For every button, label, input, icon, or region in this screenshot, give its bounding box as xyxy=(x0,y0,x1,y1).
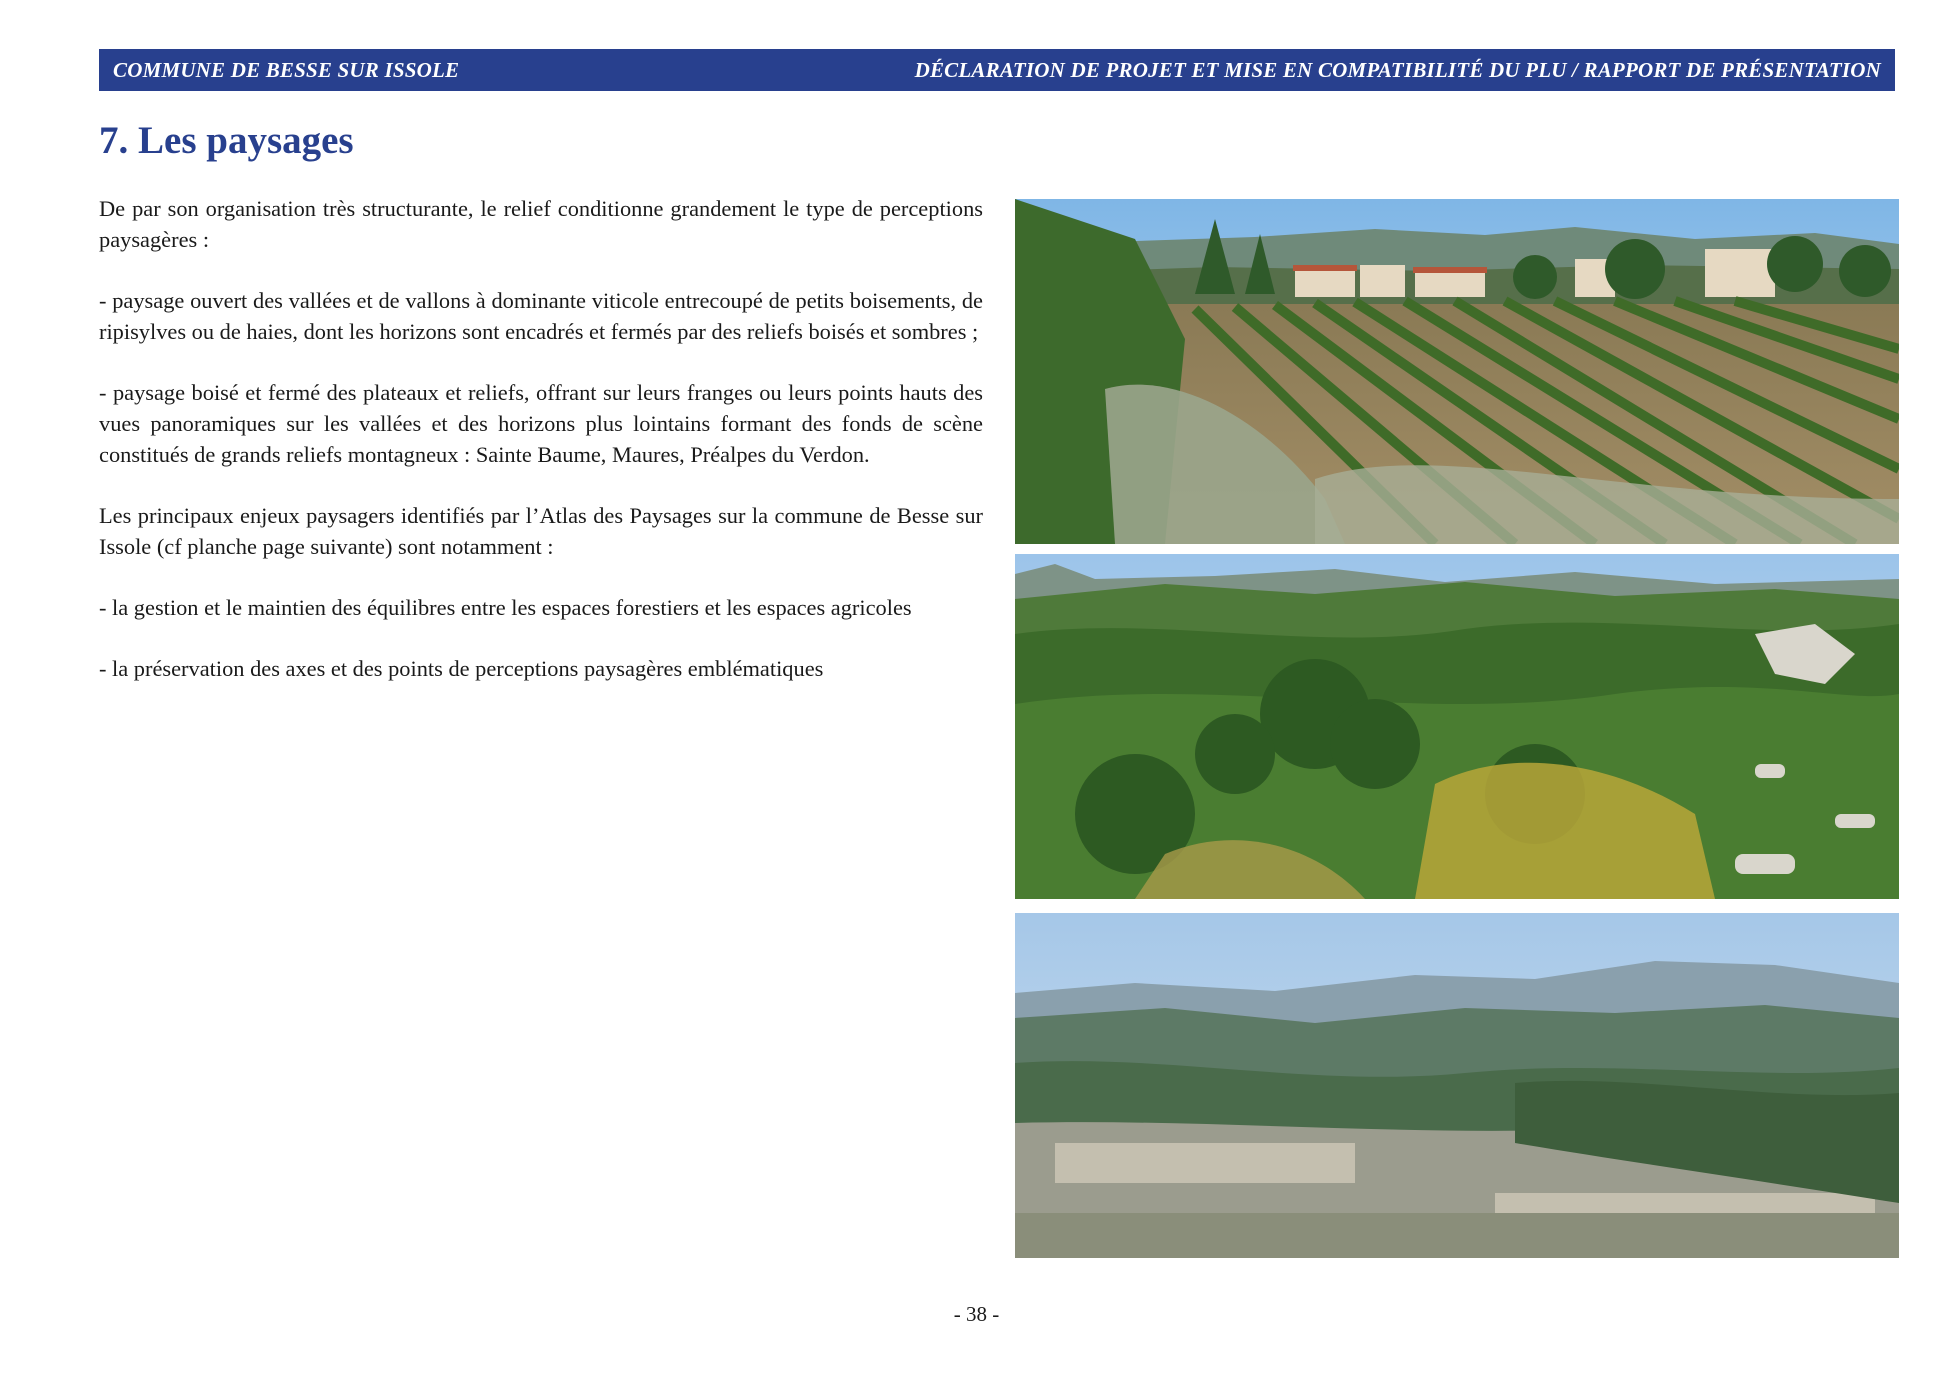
photo-vineyard-village xyxy=(1015,199,1899,544)
paragraph-open-landscape: - paysage ouvert des vallées et de vallons à dominante viticole entrecoupé de petits boisements, de ripisylves ou de haies, dont les horizons sont encadrés et fermés par des reliefs boisés et sombres ; xyxy=(99,288,983,344)
header-document-title: DÉCLARATION DE PROJET ET MISE EN COMPATIBILITÉ DU PLU / RAPPORT DE PRÉSENTATION xyxy=(914,57,1881,82)
paragraph-intro: De par son organisation très structurante, le relief conditionne grandement le type de perceptions paysagères : xyxy=(99,196,983,252)
header-commune: COMMUNE DE BESSE SUR ISSOLE xyxy=(113,57,460,82)
paragraph-wooded-landscape: - paysage boisé et fermé des plateaux et reliefs, offrant sur leurs franges ou leurs points hauts des vues panoramiques sur les vallées et des horizons plus lointains formant des fonds de scène constitués de grands reliefs montagneux : Sainte Baume, Maures, Préalpes du Verdon. xyxy=(99,380,983,467)
paragraph-issues: Les principaux enjeux paysagers identifiés par l’Atlas des Paysages sur la commune de Besse sur Issole (cf planche page suivante) sont notamment : xyxy=(99,502,983,559)
photo-wooded-hills xyxy=(1015,554,1899,899)
section-title: 7. Les paysages xyxy=(99,119,354,162)
page-number: - 38 - xyxy=(953,1302,1000,1326)
header-bar xyxy=(99,49,1895,91)
paragraph-issue-perceptions: - la préservation des axes et des points de perceptions paysagères emblématiques xyxy=(99,656,824,682)
photo-panoramic-valley xyxy=(1015,913,1899,1258)
paragraph-issue-balance: - la gestion et le maintien des équilibres entre les espaces forestiers et les espaces agricoles xyxy=(99,595,912,621)
body-text xyxy=(99,194,983,716)
